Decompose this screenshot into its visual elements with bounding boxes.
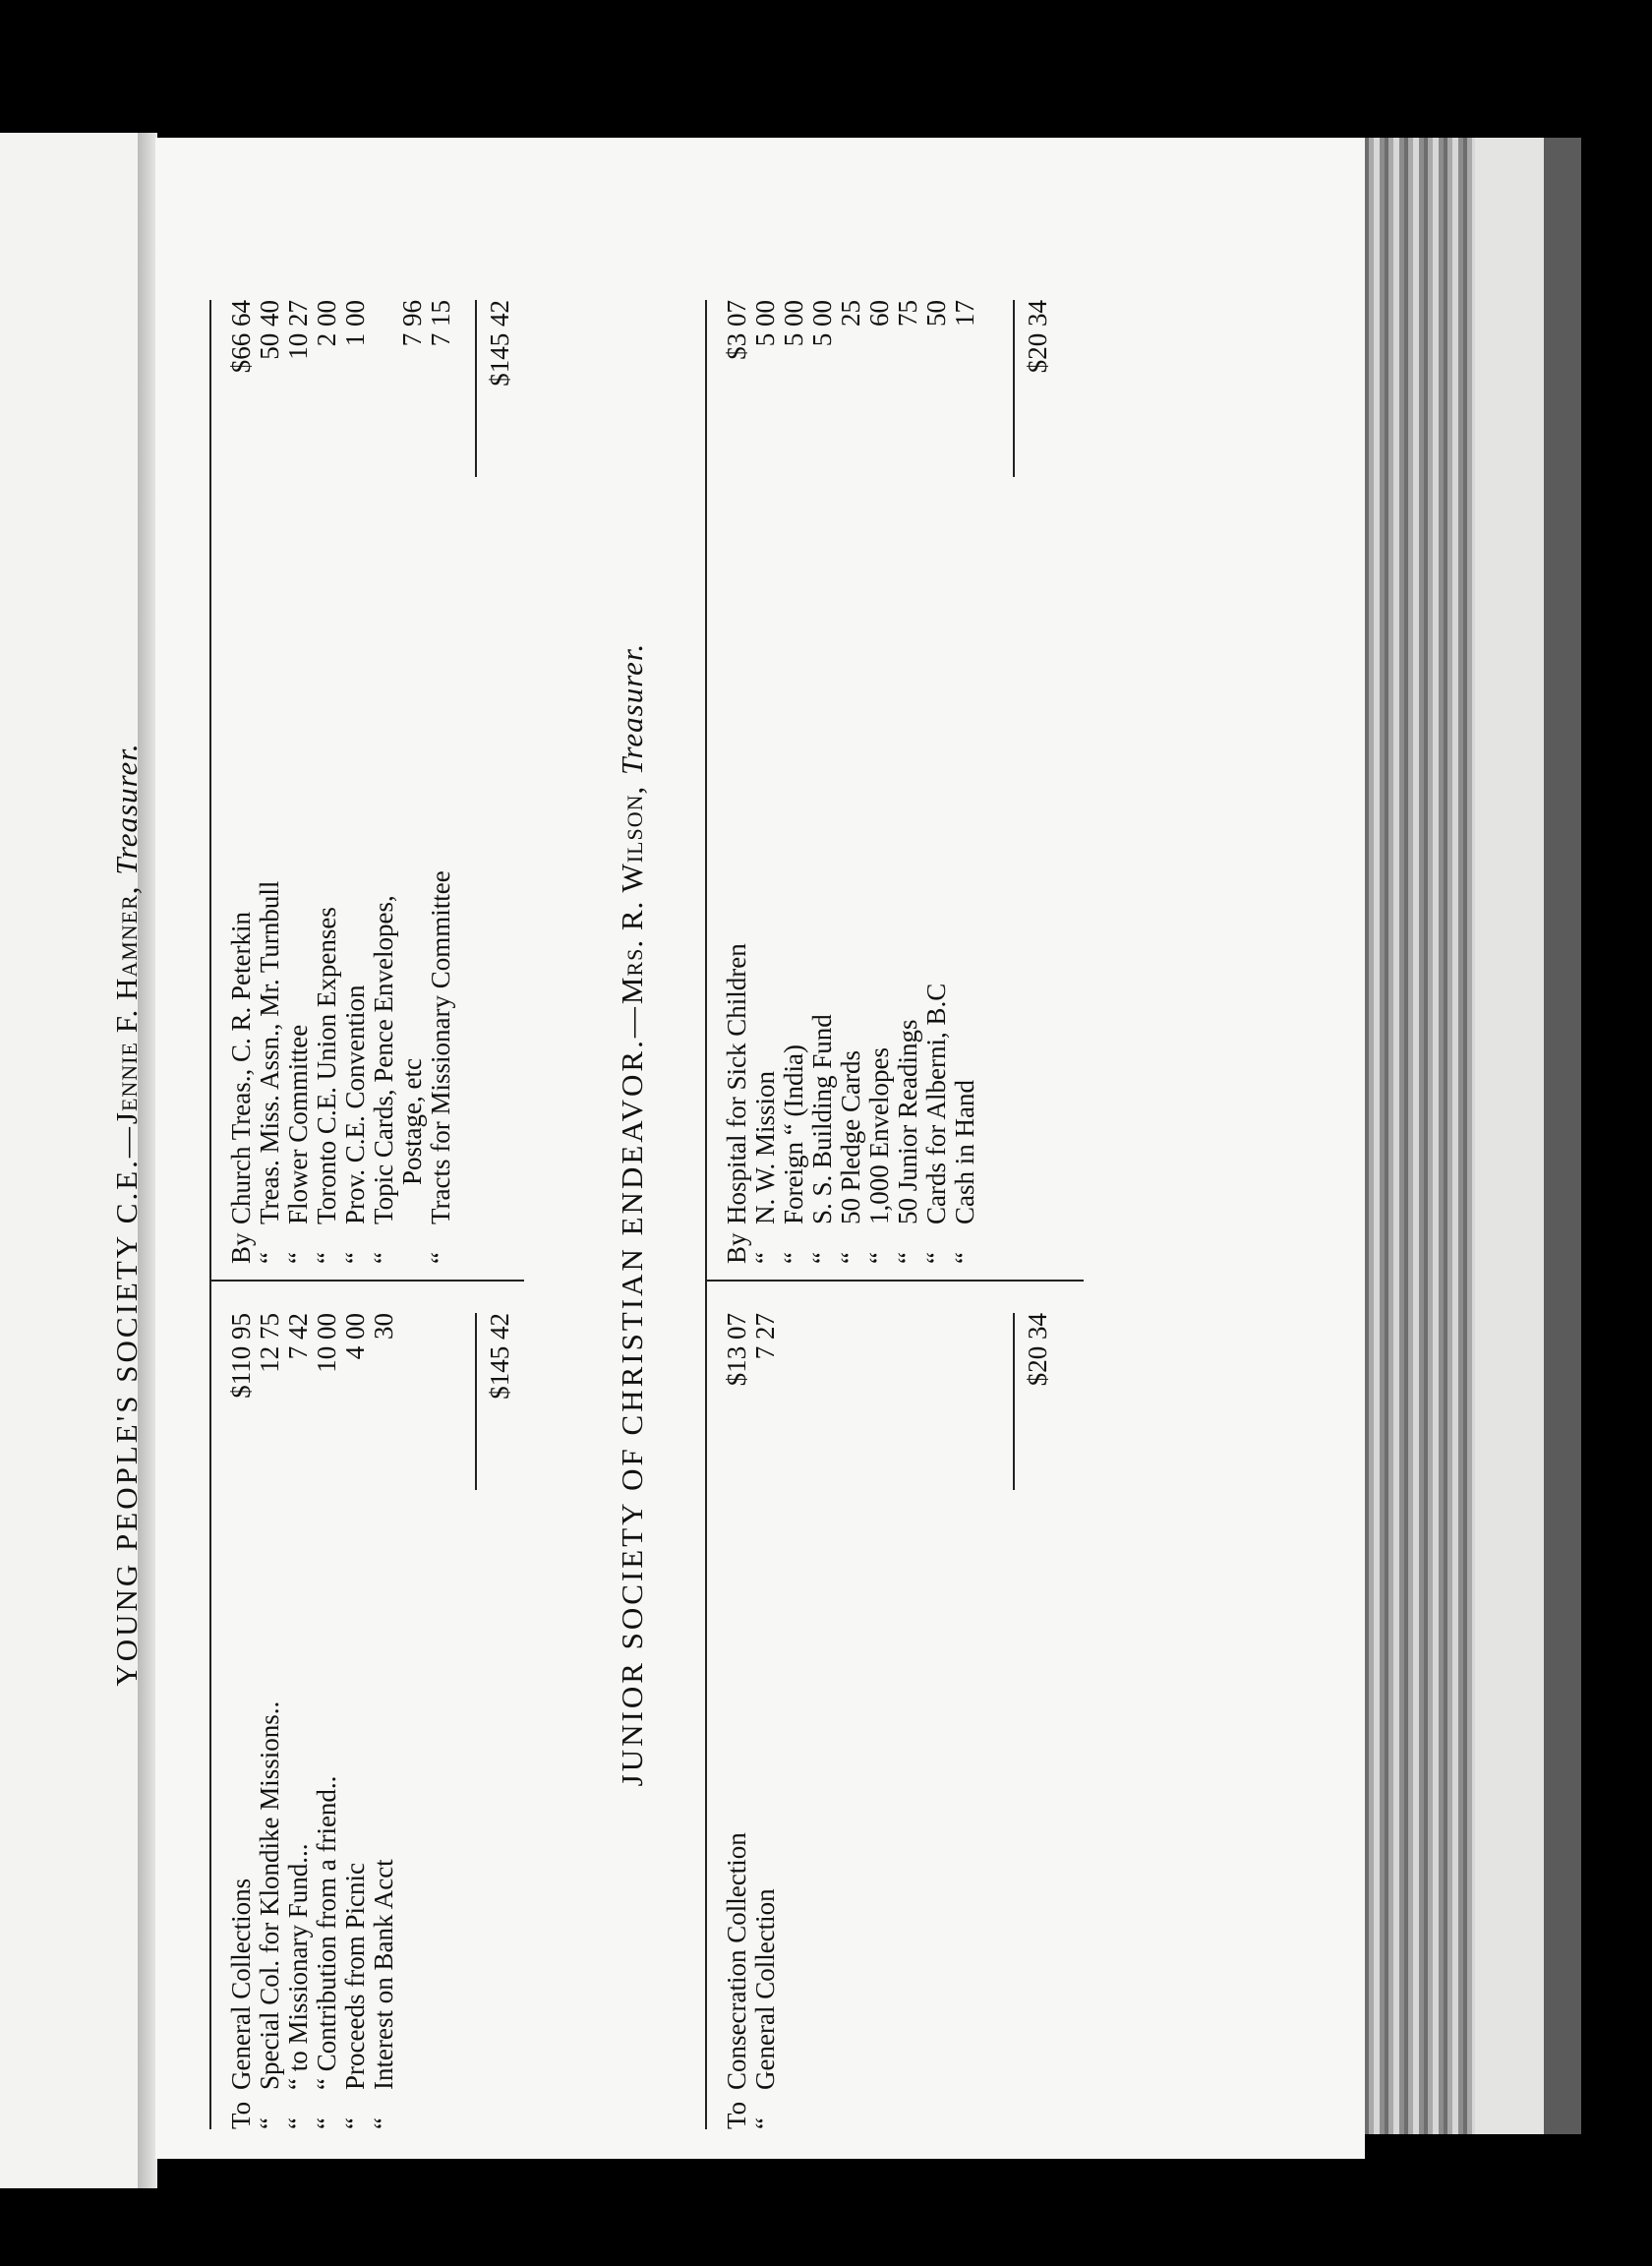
jsce-disb-row: “S. S. Building Fund 5 00 bbox=[807, 300, 837, 1264]
table-divider bbox=[209, 1280, 524, 1282]
ypsce-disbursements bbox=[227, 300, 524, 1276]
page-edge-dark bbox=[1544, 138, 1581, 2134]
ypsce-receipt-row: “Interest on Bank Acct 30 bbox=[369, 1313, 398, 2129]
jsce-heading-name: Mrs. R. Wilson, bbox=[615, 785, 649, 1005]
ypsce-disb-row: ByChurch Treas., C. R. Peterkin $66 64 bbox=[226, 300, 256, 1264]
rotated-content bbox=[103, 300, 1106, 2129]
ypsce-receipt-row: ToGeneral Collections $110 95 bbox=[226, 1313, 256, 2129]
jsce-disb-row: “N. W. Mission 5 00 bbox=[750, 300, 780, 1264]
jsce-receipts-total: $20 34 bbox=[1023, 1313, 1052, 1387]
total-rule bbox=[1013, 300, 1015, 477]
ypsce-receipts bbox=[227, 1283, 524, 2129]
total-rule bbox=[1013, 1313, 1015, 1490]
jsce-disbursements bbox=[723, 300, 1084, 1276]
jsce-disb-row: “50 Pledge Cards 25 bbox=[836, 300, 865, 1264]
ypsce-heading-society: YOUNG PEOPLE'S SOCIETY C.E.— bbox=[109, 1124, 144, 1687]
jsce-disb-row: “1,000 Envelopes 60 bbox=[864, 300, 894, 1264]
jsce-heading-role: Treasurer. bbox=[615, 642, 649, 776]
ypsce-receipt-row: “Proceeds from Picnic 4 00 bbox=[340, 1313, 370, 2129]
ypsce-disb-row: “Treas. Miss. Assn., Mr. Turnbull 50 40 bbox=[255, 300, 284, 1264]
jsce-receipts bbox=[723, 1283, 1084, 2129]
ypsce-heading-role: Treasurer. bbox=[109, 743, 144, 875]
ypsce-disb-row: Postage, etc 7 96 bbox=[397, 300, 427, 1185]
ypsce-table bbox=[209, 300, 524, 2129]
ypsce-disb-row: “Tracts for Missionary Committee 7 15 bbox=[426, 300, 455, 1264]
jsce-receipt-row: “General Collection 7 27 bbox=[750, 1313, 780, 2129]
ypsce-disb-row: “Topic Cards, Pence Envelopes, bbox=[369, 895, 398, 1264]
jsce-receipt-row: ToConsecration Collection $13 07 bbox=[722, 1313, 751, 2129]
ypsce-disb-row: “Toronto C.E. Union Expenses 2 00 bbox=[312, 300, 341, 1264]
jsce-heading bbox=[615, 300, 650, 2129]
ypsce-disbursements-total: $145 42 bbox=[485, 300, 514, 387]
table-top-rule bbox=[705, 300, 707, 2129]
ypsce-receipt-row: ““ Contribution from a friend.. 10 00 bbox=[312, 1313, 341, 2129]
jsce-disb-row: “50 Junior Readings 75 bbox=[893, 300, 922, 1264]
ypsce-disb-row: “Prov. C.E. Convention 1 00 bbox=[340, 300, 370, 1264]
page-edge-light bbox=[1475, 138, 1544, 2134]
ypsce-receipt-row: ““ to Missionary Fund... 7 42 bbox=[283, 1313, 313, 2129]
table-top-rule bbox=[209, 300, 211, 2129]
jsce-disb-row: “Cash in Hand 17 bbox=[950, 300, 979, 1264]
ypsce-receipts-total: $145 42 bbox=[485, 1313, 514, 1400]
ypsce-heading bbox=[109, 300, 145, 2129]
ypsce-receipt-row: “Special Col. for Klondike Missions.. 12 75 bbox=[255, 1313, 284, 2129]
total-rule bbox=[475, 300, 477, 477]
jsce-disbursements-total: $20 34 bbox=[1023, 300, 1052, 374]
jsce-disb-row: “Cards for Alberni, B.C 50 bbox=[921, 300, 951, 1264]
jsce-table bbox=[705, 300, 1084, 2129]
ypsce-disb-row: “Flower Committee 10 27 bbox=[283, 300, 313, 1264]
total-rule bbox=[475, 1313, 477, 1490]
jsce-heading-society: JUNIOR SOCIETY OF CHRISTIAN ENDEAVOR.— bbox=[615, 1004, 649, 1787]
jsce-disb-row: ByHospital for Sick Children $3 07 bbox=[722, 300, 751, 1264]
ypsce-heading-name: Jennie F. Hamner, bbox=[109, 885, 144, 1125]
jsce-disb-row: “Foreign “ (India) 5 00 bbox=[779, 300, 808, 1264]
table-divider bbox=[705, 1280, 1084, 1282]
